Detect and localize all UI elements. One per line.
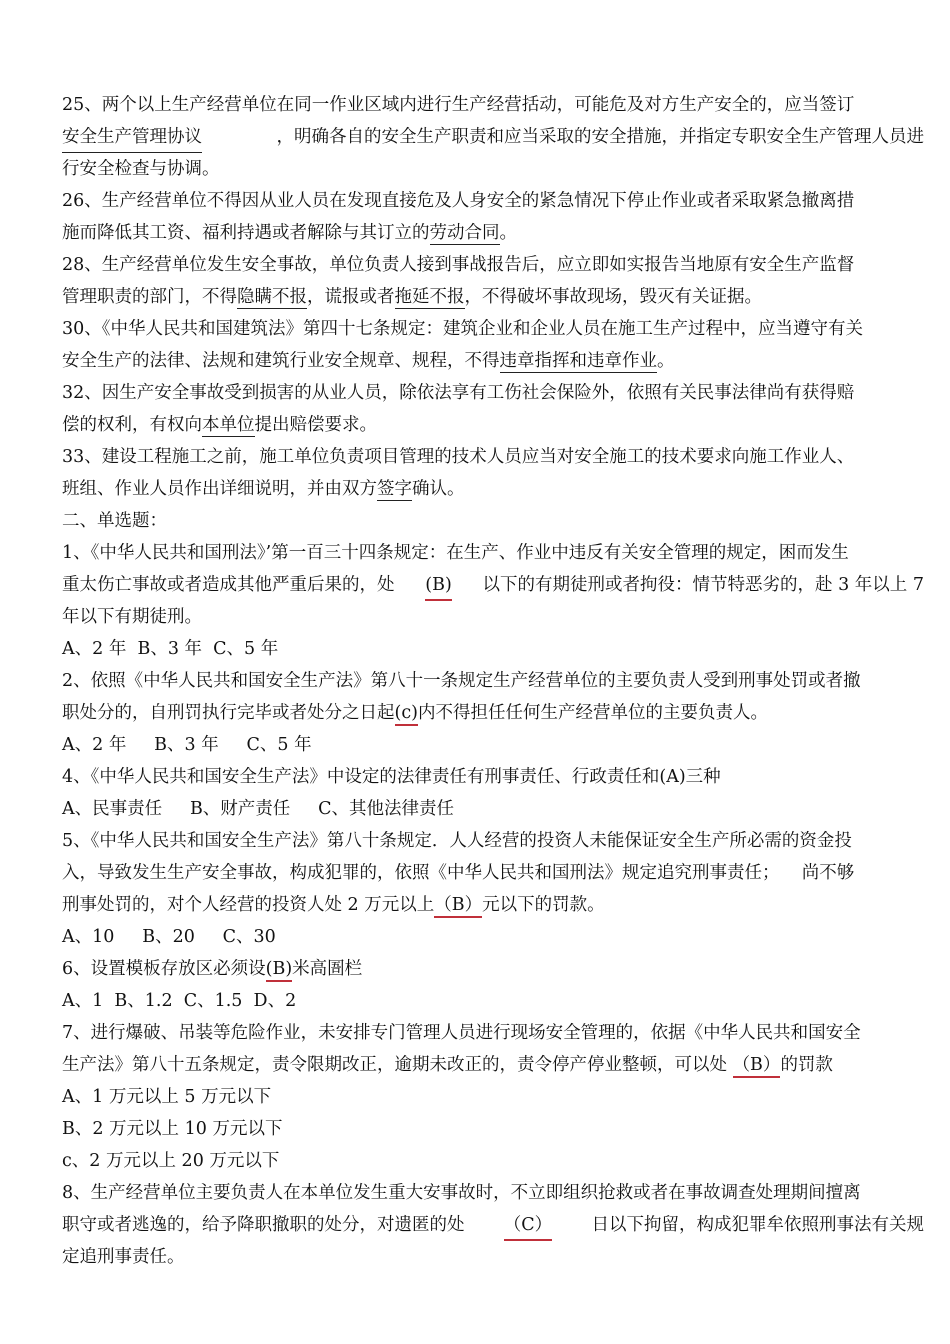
- text-line: [62, 409, 924, 441]
- text-line: [62, 1017, 924, 1049]
- text-segment: 偿的权利，有权向: [62, 415, 202, 435]
- text-line: [62, 921, 924, 953]
- text-segment: 安全生产的法律、法规和建筑行业安全规章、规程，不得: [62, 351, 500, 371]
- text-segment: 6、设置模板存放区必须设: [62, 959, 266, 979]
- text-line: [62, 729, 924, 761]
- marked-answer: (B): [266, 959, 293, 982]
- text-line: [62, 1081, 924, 1113]
- underlined-answer: 安全生产管理协议: [62, 121, 202, 153]
- underlined-answer: 劳动合同: [429, 223, 500, 243]
- text-line: [62, 825, 924, 857]
- text-segment: 以下的有期徒刑或者拘役：情节特恶劣的，赴 3 年以上 7: [482, 575, 924, 595]
- text-segment: 33、建设工程施工之前，施工单位负责项目管理的技术人员应当对安全施工的技术要求向施工作业人、: [62, 447, 855, 467]
- text-segment: 提出赔偿要求。: [254, 415, 377, 435]
- text-segment: 管理职责的部门，不得: [62, 287, 237, 307]
- text-segment: A、10 B、20 C、30: [62, 927, 276, 947]
- text-line: [62, 281, 924, 313]
- text-segment: A、2 年 B、3 年 C、5 年: [62, 735, 312, 755]
- underlined-answer: 隐瞒不报: [237, 287, 307, 307]
- underlined-answer: 违章指挥和违章作业: [499, 351, 657, 371]
- text-line: [62, 665, 924, 697]
- text-segment: 施而降低其工资、福利持遇或者解除与其订立的: [62, 223, 430, 243]
- text-line: [62, 889, 924, 921]
- text-segment: ，谎报或者: [307, 287, 395, 307]
- text-segment: A、民事责任 B、财产责任 C、其他法律责任: [62, 799, 455, 819]
- text-segment: 定追刑事责任。: [62, 1247, 185, 1267]
- text-line: [62, 1177, 924, 1209]
- text-segment: 1、《中华人民共和国刑法》’第一百三十四条规定：在生产、作业中违反有关安全管理的规定，困而发生: [62, 543, 849, 563]
- text-segment: 28、生产经营单位发生安全事故，单位负责人接到事战报告后，应立即如实报告当地原有安全生产监督: [62, 255, 855, 275]
- underlined-answer: 拖延不报: [394, 287, 465, 307]
- text-line: [62, 89, 924, 121]
- marked-answer: (B): [425, 569, 452, 601]
- marked-answer: （B）: [733, 1055, 781, 1078]
- text-line: [62, 313, 924, 345]
- text-line: [62, 953, 924, 985]
- underlined-answer: 签字: [377, 479, 412, 499]
- text-line: [62, 537, 924, 569]
- text-segment: 重太伤亡事故或者造成其他严重后果的，处: [62, 575, 395, 595]
- text-line: [62, 697, 924, 729]
- text-segment: 内不得担任任何生产经营单位的主要负责人。: [417, 703, 768, 723]
- text-line: [62, 473, 924, 505]
- text-segment: 30、《中华人民共和国建筑法》第四十七条规定：建筑企业和企业人员在施工生产过程中，应当遵守有关: [62, 319, 864, 339]
- text-line: [62, 185, 924, 217]
- text-segment: 刑事处罚的，对个人经营的投资人处 2 万元以上: [62, 895, 435, 915]
- text-segment: 二、单选题：: [62, 511, 167, 531]
- text-segment: 元以下的罚款。: [482, 895, 605, 915]
- underlined-answer: 本单位: [202, 415, 255, 435]
- text-segment: 2、依照《中华人民共和国安全生产法》第八十一条规定生产经营单位的主要负责人受到刑事处罚或者撤: [62, 671, 861, 691]
- text-line: [62, 121, 924, 153]
- text-line: [62, 1145, 924, 1177]
- text-segment: c、2 万元以上 20 万元以下: [62, 1151, 280, 1171]
- text-line: [62, 761, 924, 793]
- text-segment: 26、生产经营单位不得因从业人员在发现直接危及人身安全的紧急情况下停止作业或者采取紧急撤离措: [62, 191, 855, 211]
- text-line: [62, 857, 924, 889]
- marked-answer: （C）: [504, 1209, 552, 1241]
- text-segment: 米高圄栏: [292, 959, 363, 979]
- text-segment: 入，导致发生生产安全事故，构成犯罪的，依照《中华人民共和国刑法》规定追究刑事责任； 尚不够: [62, 863, 855, 883]
- text-segment: ，不得破坏事故现场，毁灭有关证据。: [464, 287, 762, 307]
- document-body: [62, 89, 924, 1273]
- text-line: [62, 1049, 924, 1081]
- text-line: [62, 1113, 924, 1145]
- text-segment: A、1 B、1.2 C、1.5 D、2: [62, 991, 297, 1011]
- text-segment: 行安全检查与协调。: [62, 159, 220, 179]
- text-segment: 7、进行爆破、吊装等危险作业，未安排专门管理人员进行现场安全管理的，依据《中华人民共和国安全: [62, 1023, 861, 1043]
- text-line: [62, 1241, 924, 1273]
- marked-answer: (c): [395, 703, 418, 726]
- text-line: [62, 601, 924, 633]
- text-segment: 的罚款: [780, 1055, 833, 1075]
- text-line: [62, 505, 924, 537]
- text-segment: 。: [499, 223, 517, 243]
- text-segment: A、2 年 B、3 年 C、5 年: [62, 639, 279, 659]
- text-line: [62, 217, 924, 249]
- text-line: [62, 1209, 924, 1241]
- text-segment: 。: [657, 351, 675, 371]
- text-line: [62, 249, 924, 281]
- text-line: [62, 793, 924, 825]
- text-segment: B、2 万元以上 10 万元以下: [62, 1119, 283, 1139]
- text-segment: 职处分的，自刑罚执行完毕或者处分之日起: [62, 703, 395, 723]
- text-segment: 5、《中华人民共和国安全生产法》第八十条规定．人人经营的投资人未能保证安全生产所必需的资金投: [62, 831, 852, 851]
- text-segment: ，明确各自的安全生产职责和应当采取的安全措施，并指定专职安全生产管理人员进: [276, 127, 924, 147]
- text-segment: 32、因生产安全事故受到损害的从业人员，除依法享有工伤社会保险外，依照有关民事法律尚有获得赔: [62, 383, 855, 403]
- text-segment: 25、两个以上生产经营单位在同一作业区域内进行生产经营括动，可能危及对方生产安全的，应当签订: [62, 95, 855, 115]
- marked-answer: （B）: [434, 895, 482, 918]
- text-segment: 职守或者逃逸的，给予降职撤职的处分，对遗匿的处: [62, 1215, 465, 1235]
- text-line: [62, 345, 924, 377]
- text-line: [62, 153, 924, 185]
- text-segment: A、1 万元以上 5 万元以下: [62, 1087, 272, 1107]
- text-line: [62, 377, 924, 409]
- text-line: [62, 569, 924, 601]
- text-segment: 确认。: [412, 479, 465, 499]
- text-line: [62, 985, 924, 1017]
- text-line: [62, 441, 924, 473]
- text-segment: 年以下有期徒刑。: [62, 607, 202, 627]
- text-segment: 日以下拘留，构成犯罪牟依照刑事法有关规: [591, 1215, 924, 1235]
- text-segment: 4、《中华人民共和国安全生产法》中设定的法律责任有刑事责任、行政责任和(A)三种: [62, 767, 721, 787]
- text-segment: 8、生产经营单位主要负责人在本单位发生重大安事故时，不立即组织抢救或者在事故调查处理期间擅离: [62, 1183, 861, 1203]
- text-line: [62, 633, 924, 665]
- text-segment: 生产法》第八十五条规定，责令限期改正，逾期未改正的，责令停产停业整顿，可以处: [62, 1055, 733, 1075]
- text-segment: 班组、作业人员作出详细说明，并由双方: [62, 479, 377, 499]
